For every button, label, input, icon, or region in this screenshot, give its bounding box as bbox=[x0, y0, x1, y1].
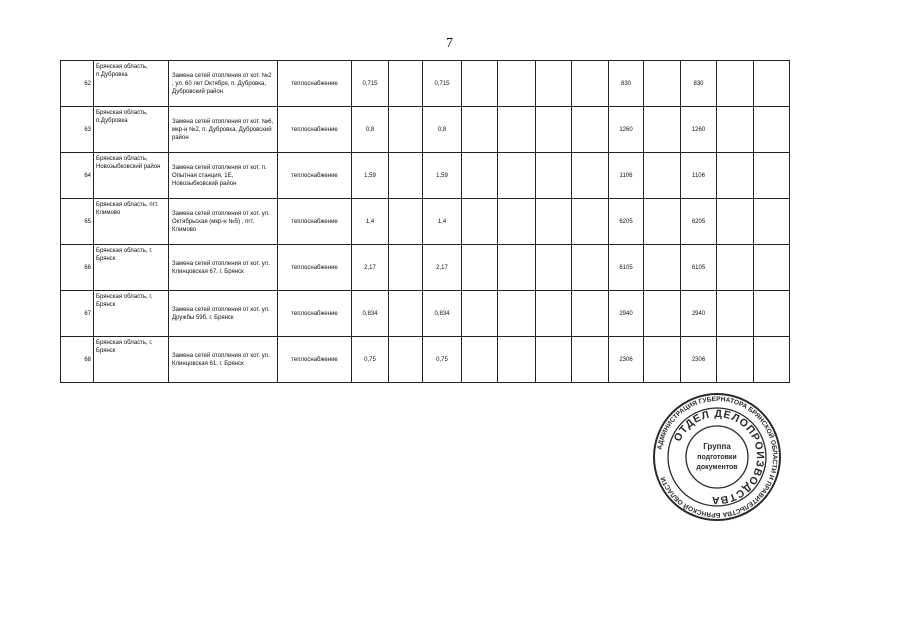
work-description-cell: Замена сетей отопления от кот. ул. Октябрьская (мкр-н №5) , пгт. Климово bbox=[169, 199, 278, 245]
region-cell: Брянская область, пгт. Климово bbox=[94, 199, 169, 245]
empty-cell bbox=[389, 107, 423, 153]
empty-cell bbox=[389, 291, 423, 337]
value-cell: 0,75 bbox=[423, 337, 462, 383]
empty-cell bbox=[536, 61, 572, 107]
cost-cell: 6205 bbox=[681, 199, 717, 245]
empty-cell bbox=[462, 153, 498, 199]
empty-cell bbox=[498, 245, 536, 291]
cost-cell: 2306 bbox=[681, 337, 717, 383]
type-cell: теплоснабжение bbox=[278, 153, 352, 199]
cost-cell: 1260 bbox=[681, 107, 717, 153]
work-description-cell: Замена сетей отопления от кот. №2 , ул. 60 лет Октября, п. Дубровка, Дубровский район bbox=[169, 61, 278, 107]
table-row bbox=[61, 153, 790, 199]
stamp-center-line-3: документов bbox=[696, 464, 738, 471]
empty-cell bbox=[717, 61, 754, 107]
empty-cell bbox=[536, 291, 572, 337]
region-cell: Брянская область, г. Брянск bbox=[94, 291, 169, 337]
empty-cell bbox=[498, 199, 536, 245]
empty-cell bbox=[462, 337, 498, 383]
region-cell: Брянская область, п.Дубровка bbox=[94, 107, 169, 153]
type-cell: теплоснабжение bbox=[278, 107, 352, 153]
empty-cell bbox=[389, 199, 423, 245]
empty-cell bbox=[754, 61, 790, 107]
empty-cell bbox=[644, 291, 681, 337]
empty-cell bbox=[572, 291, 609, 337]
table-row bbox=[61, 337, 790, 383]
empty-cell bbox=[717, 153, 754, 199]
official-stamp bbox=[652, 392, 782, 522]
row-number: 68 bbox=[61, 337, 94, 383]
empty-cell bbox=[717, 245, 754, 291]
stamp-center-line-1: Группа bbox=[703, 442, 731, 451]
value-cell: 1,4 bbox=[423, 199, 462, 245]
region-cell: Брянская область, г. Брянск bbox=[94, 337, 169, 383]
page-number: 7 bbox=[446, 36, 453, 51]
row-number: 62 bbox=[61, 61, 94, 107]
empty-cell bbox=[754, 245, 790, 291]
value-cell: 1,59 bbox=[423, 153, 462, 199]
empty-cell bbox=[462, 291, 498, 337]
value-cell: 0,8 bbox=[423, 107, 462, 153]
region-cell: Брянская область, п.Дубровка bbox=[94, 61, 169, 107]
empty-cell bbox=[462, 199, 498, 245]
value-cell: 2,17 bbox=[423, 245, 462, 291]
cost-cell: 6205 bbox=[609, 199, 644, 245]
value-cell: 0,834 bbox=[352, 291, 389, 337]
empty-cell bbox=[536, 245, 572, 291]
empty-cell bbox=[462, 61, 498, 107]
cost-cell: 6105 bbox=[681, 245, 717, 291]
empty-cell bbox=[536, 337, 572, 383]
region-cell: Брянская область, г. Брянск bbox=[94, 245, 169, 291]
empty-cell bbox=[462, 107, 498, 153]
cost-cell: 2940 bbox=[609, 291, 644, 337]
value-cell: 0,8 bbox=[352, 107, 389, 153]
row-number: 64 bbox=[61, 153, 94, 199]
empty-cell bbox=[754, 199, 790, 245]
work-description-cell: Замена сетей отопления от кот. ул. Клинцовская 61, г. Брянск bbox=[169, 337, 278, 383]
type-cell: теплоснабжение bbox=[278, 291, 352, 337]
type-cell: теплоснабжение bbox=[278, 61, 352, 107]
empty-cell bbox=[754, 291, 790, 337]
value-cell: 1,59 bbox=[352, 153, 389, 199]
type-cell: теплоснабжение bbox=[278, 337, 352, 383]
empty-cell bbox=[498, 291, 536, 337]
empty-cell bbox=[717, 337, 754, 383]
empty-cell bbox=[754, 107, 790, 153]
empty-cell bbox=[572, 61, 609, 107]
work-description-cell: Замена сетей отопления от кот. №6, мкр-н №2, п. Дубровка, Дубровский район bbox=[169, 107, 278, 153]
empty-cell bbox=[644, 337, 681, 383]
empty-cell bbox=[754, 337, 790, 383]
empty-cell bbox=[572, 337, 609, 383]
empty-cell bbox=[644, 245, 681, 291]
cost-cell: 2306 bbox=[609, 337, 644, 383]
empty-cell bbox=[536, 153, 572, 199]
value-cell: 0,715 bbox=[352, 61, 389, 107]
value-cell: 0,75 bbox=[352, 337, 389, 383]
row-number: 67 bbox=[61, 291, 94, 337]
value-cell: 2,17 bbox=[352, 245, 389, 291]
empty-cell bbox=[644, 61, 681, 107]
empty-cell bbox=[572, 107, 609, 153]
row-number: 63 bbox=[61, 107, 94, 153]
cost-cell: 1106 bbox=[609, 153, 644, 199]
empty-cell bbox=[389, 337, 423, 383]
type-cell: теплоснабжение bbox=[278, 245, 352, 291]
empty-cell bbox=[644, 153, 681, 199]
empty-cell bbox=[498, 337, 536, 383]
cost-cell: 6105 bbox=[609, 245, 644, 291]
cost-cell: 1260 bbox=[609, 107, 644, 153]
table-body bbox=[61, 61, 790, 383]
empty-cell bbox=[717, 107, 754, 153]
cost-cell: 1106 bbox=[681, 153, 717, 199]
empty-cell bbox=[572, 199, 609, 245]
empty-cell bbox=[536, 199, 572, 245]
row-number: 66 bbox=[61, 245, 94, 291]
table-row bbox=[61, 61, 790, 107]
cost-cell: 830 bbox=[609, 61, 644, 107]
empty-cell bbox=[389, 61, 423, 107]
empty-cell bbox=[754, 153, 790, 199]
empty-cell bbox=[644, 199, 681, 245]
empty-cell bbox=[498, 153, 536, 199]
work-description-cell: Замена сетей отопления от кот. п. Опытная станция, 1Е, Новозыбковский район bbox=[169, 153, 278, 199]
table-row bbox=[61, 291, 790, 337]
region-cell: Брянская область, Новозыбковский район bbox=[94, 153, 169, 199]
empty-cell bbox=[498, 61, 536, 107]
value-cell: 0,834 bbox=[423, 291, 462, 337]
stamp-center-line-2: подготовки bbox=[697, 454, 737, 461]
empty-cell bbox=[717, 291, 754, 337]
empty-cell bbox=[717, 199, 754, 245]
table-row bbox=[61, 245, 790, 291]
empty-cell bbox=[572, 153, 609, 199]
stamp-inner-text: ОТДЕЛ ДЕЛОПРОИЗВОДСТВА bbox=[671, 407, 767, 507]
cost-cell: 830 bbox=[681, 61, 717, 107]
empty-cell bbox=[462, 245, 498, 291]
work-description-cell: Замена сетей отопления от кот. ул. Дружбы 59б, г. Брянск bbox=[169, 291, 278, 337]
empty-cell bbox=[389, 153, 423, 199]
empty-cell bbox=[498, 107, 536, 153]
cost-cell: 2940 bbox=[681, 291, 717, 337]
stamp-outer-text: АДМИНИСТРАЦИЯ ГУБЕРНАТОРА БРЯНСКОЙ ОБЛАСТИ И ПРАВИТЕЛЬСТВА БРЯНСКОЙ ОБЛАСТИ bbox=[656, 395, 779, 519]
table-row bbox=[61, 199, 790, 245]
empty-cell bbox=[644, 107, 681, 153]
empty-cell bbox=[572, 245, 609, 291]
work-description-cell: Замена сетей отопления от кот. ул. Клинцовская 67, г. Брянск bbox=[169, 245, 278, 291]
value-cell: 0,715 bbox=[423, 61, 462, 107]
data-table bbox=[60, 60, 790, 383]
value-cell: 1,4 bbox=[352, 199, 389, 245]
empty-cell bbox=[389, 245, 423, 291]
type-cell: теплоснабжение bbox=[278, 199, 352, 245]
empty-cell bbox=[536, 107, 572, 153]
table-row bbox=[61, 107, 790, 153]
row-number: 65 bbox=[61, 199, 94, 245]
